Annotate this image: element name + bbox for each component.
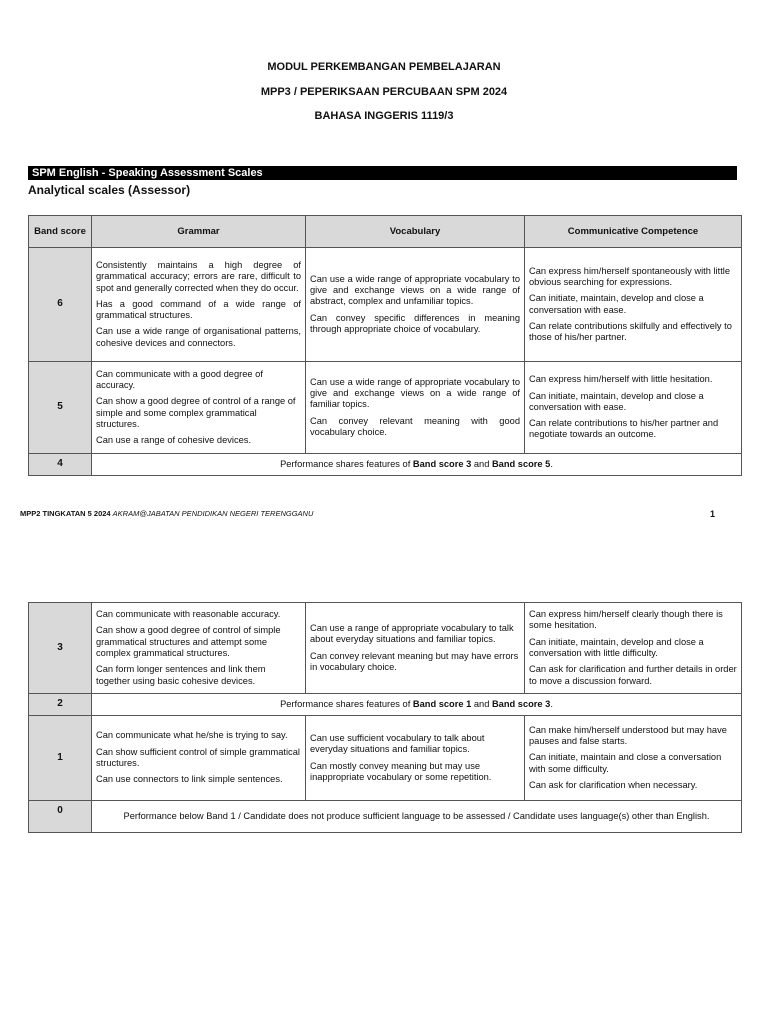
band-score: 6 xyxy=(29,248,92,362)
table-row-band-5 xyxy=(29,362,742,454)
band-score: 4 xyxy=(29,454,92,476)
descriptor-text: . xyxy=(550,698,553,709)
band-reference: Band score 3 xyxy=(412,458,472,469)
col-header-vocabulary: Vocabulary xyxy=(306,216,525,248)
band-score: 0 xyxy=(29,801,92,833)
descriptor-text: . xyxy=(550,458,553,469)
descriptor-text: and xyxy=(471,458,492,469)
grammar-descriptor xyxy=(92,716,306,801)
band-0-descriptor: Performance below Band 1 / Candidate does not produce sufficient language to be assessed / Candidate uses language(s) other than English. xyxy=(92,801,742,833)
band-reference: Band score 1 xyxy=(412,698,472,709)
table-header-row xyxy=(29,216,742,248)
vocabulary-descriptor xyxy=(306,716,525,801)
descriptor-line: Can convey relevant meaning with good vocabulary choice. xyxy=(310,415,520,437)
descriptor-line: Can show sufficient control of simple grammatical structures. xyxy=(96,746,300,768)
doc-header-exam: MPP3 / PEPERIKSAAN PERCUBAAN SPM 2024 xyxy=(260,86,508,98)
descriptor-line: Can use a range of appropriate vocabulary to talk about everyday situations and familiar topics. xyxy=(310,622,514,645)
descriptor-line: Can communicate with reasonable accuracy. xyxy=(96,609,281,620)
vocabulary-descriptor xyxy=(306,362,525,454)
descriptor-line: Can use connectors to link simple sentences. xyxy=(96,774,283,785)
page-footer xyxy=(20,509,715,518)
descriptor-line: Can initiate, maintain and close a conversation with some difficulty. xyxy=(529,752,722,774)
descriptor-line: Can show a good degree of control of simple grammatical structures and attempt some complex grammatical structures. xyxy=(96,625,281,658)
descriptor-text: and xyxy=(471,698,492,709)
assessment-table-page2 xyxy=(28,602,742,833)
descriptor-line: Has a good command of a wide range of grammatical structures. xyxy=(96,298,301,321)
grammar-descriptor xyxy=(92,362,306,454)
subheading: Analytical scales (Assessor) xyxy=(28,183,191,197)
table-row-band-3 xyxy=(29,603,742,694)
band-4-shared-descriptor xyxy=(92,454,742,476)
descriptor-line: Can mostly convey meaning but may use inappropriate vocabulary or some repetition. xyxy=(310,760,492,782)
descriptor-line: Can relate contributions skilfully and effectively to those of his/her partner. xyxy=(529,320,732,343)
col-header-grammar: Grammar xyxy=(92,216,306,248)
communicative-descriptor xyxy=(525,248,742,362)
assessment-table-page1 xyxy=(28,215,742,476)
descriptor-line: Can initiate, maintain, develop and close a conversation with little difficulty. xyxy=(529,636,704,658)
communicative-descriptor xyxy=(525,603,742,694)
table-row-band-2 xyxy=(29,694,742,716)
table-row-band-1 xyxy=(29,716,742,801)
table-row-band-4 xyxy=(29,454,742,476)
grammar-descriptor xyxy=(92,248,306,362)
descriptor-text: Performance shares features of xyxy=(280,458,413,469)
descriptor-line: Can express him/herself spontaneously with little obvious searching for expressions. xyxy=(529,265,731,287)
communicative-descriptor xyxy=(525,716,742,801)
band-reference: Band score 3 xyxy=(491,698,551,709)
communicative-descriptor xyxy=(525,362,742,454)
vocabulary-descriptor xyxy=(306,248,525,362)
descriptor-line: Can use a range of cohesive devices. xyxy=(96,435,252,446)
band-reference: Band score 5 xyxy=(491,458,551,469)
descriptor-line: Consistently maintains a high degree of grammatical accuracy; errors are rare, difficult to spot and generally corrected when they do occur. xyxy=(96,259,301,293)
descriptor-line: Can relate contributions to his/her partner and negotiate towards an outcome. xyxy=(529,418,719,440)
band-2-shared-descriptor xyxy=(92,694,742,716)
descriptor-line: Can express him/herself clearly though there is some hesitation. xyxy=(529,609,723,631)
descriptor-line: Can initiate, maintain, develop and close a conversation with ease. xyxy=(529,390,704,412)
descriptor-line: Can use a wide range of organisational patterns, cohesive devices and connectors. xyxy=(96,326,301,348)
descriptor-line: Can communicate with a good degree of accuracy. xyxy=(96,368,263,390)
descriptor-line: Can convey specific differences in meaning through appropriate choice of vocabulary. xyxy=(310,312,520,334)
footer-module: MPP2 TINGKATAN 5 2024 xyxy=(20,509,113,518)
page-number: 1 xyxy=(709,509,715,519)
band-score: 1 xyxy=(29,716,92,801)
band-score: 5 xyxy=(29,362,92,454)
doc-header-title: MODUL PERKEMBANGAN PEMBELAJARAN xyxy=(267,61,501,73)
descriptor-line: Can use a wide range of appropriate vocabulary to give and exchange views on a wide range of familiar topics. xyxy=(310,376,520,410)
descriptor-line: Can express him/herself with little hesitation. xyxy=(529,374,713,385)
band-score: 2 xyxy=(29,694,92,716)
descriptor-line: Can use sufficient vocabulary to talk about everyday situations and familiar topics. xyxy=(310,732,485,755)
doc-header-subject: BAHASA INGGERIS 1119/3 xyxy=(314,110,454,122)
descriptor-text: Performance shares features of xyxy=(280,698,413,709)
descriptor-line: Can use a wide range of appropriate vocabulary to give and exchange views on a wide range of abstract, complex and unfamiliar topics. xyxy=(310,273,520,307)
descriptor-line: Can ask for clarification and further details in order to move a discussion forward. xyxy=(529,664,737,686)
descriptor-line: Can initiate, maintain, develop and close a conversation with ease. xyxy=(529,293,704,315)
footer-organisation: AKRAM@JABATAN PENDIDIKAN NEGERI TERENGGANU xyxy=(112,509,314,518)
descriptor-line: Can make him/herself understood but may have pauses and false starts. xyxy=(529,724,727,746)
grammar-descriptor xyxy=(92,603,306,694)
table-row-band-6 xyxy=(29,248,742,362)
descriptor-line: Can ask for clarification when necessary. xyxy=(529,779,698,790)
section-title-bar: SPM English - Speaking Assessment Scales xyxy=(28,166,737,180)
band-score: 3 xyxy=(29,603,92,694)
descriptor-line: Can form longer sentences and link them together using basic cohesive devices. xyxy=(96,664,266,686)
table-row-band-0 xyxy=(29,801,742,833)
descriptor-line: Can show a good degree of control of a range of simple and some complex grammatical structures. xyxy=(96,396,296,429)
descriptor-line: Can convey relevant meaning but may have errors in vocabulary choice. xyxy=(310,650,519,672)
col-header-band: Band score xyxy=(29,216,92,248)
vocabulary-descriptor xyxy=(306,603,525,694)
descriptor-line: Can communicate what he/she is trying to say. xyxy=(96,730,288,741)
col-header-communicative: Communicative Competence xyxy=(525,216,742,248)
